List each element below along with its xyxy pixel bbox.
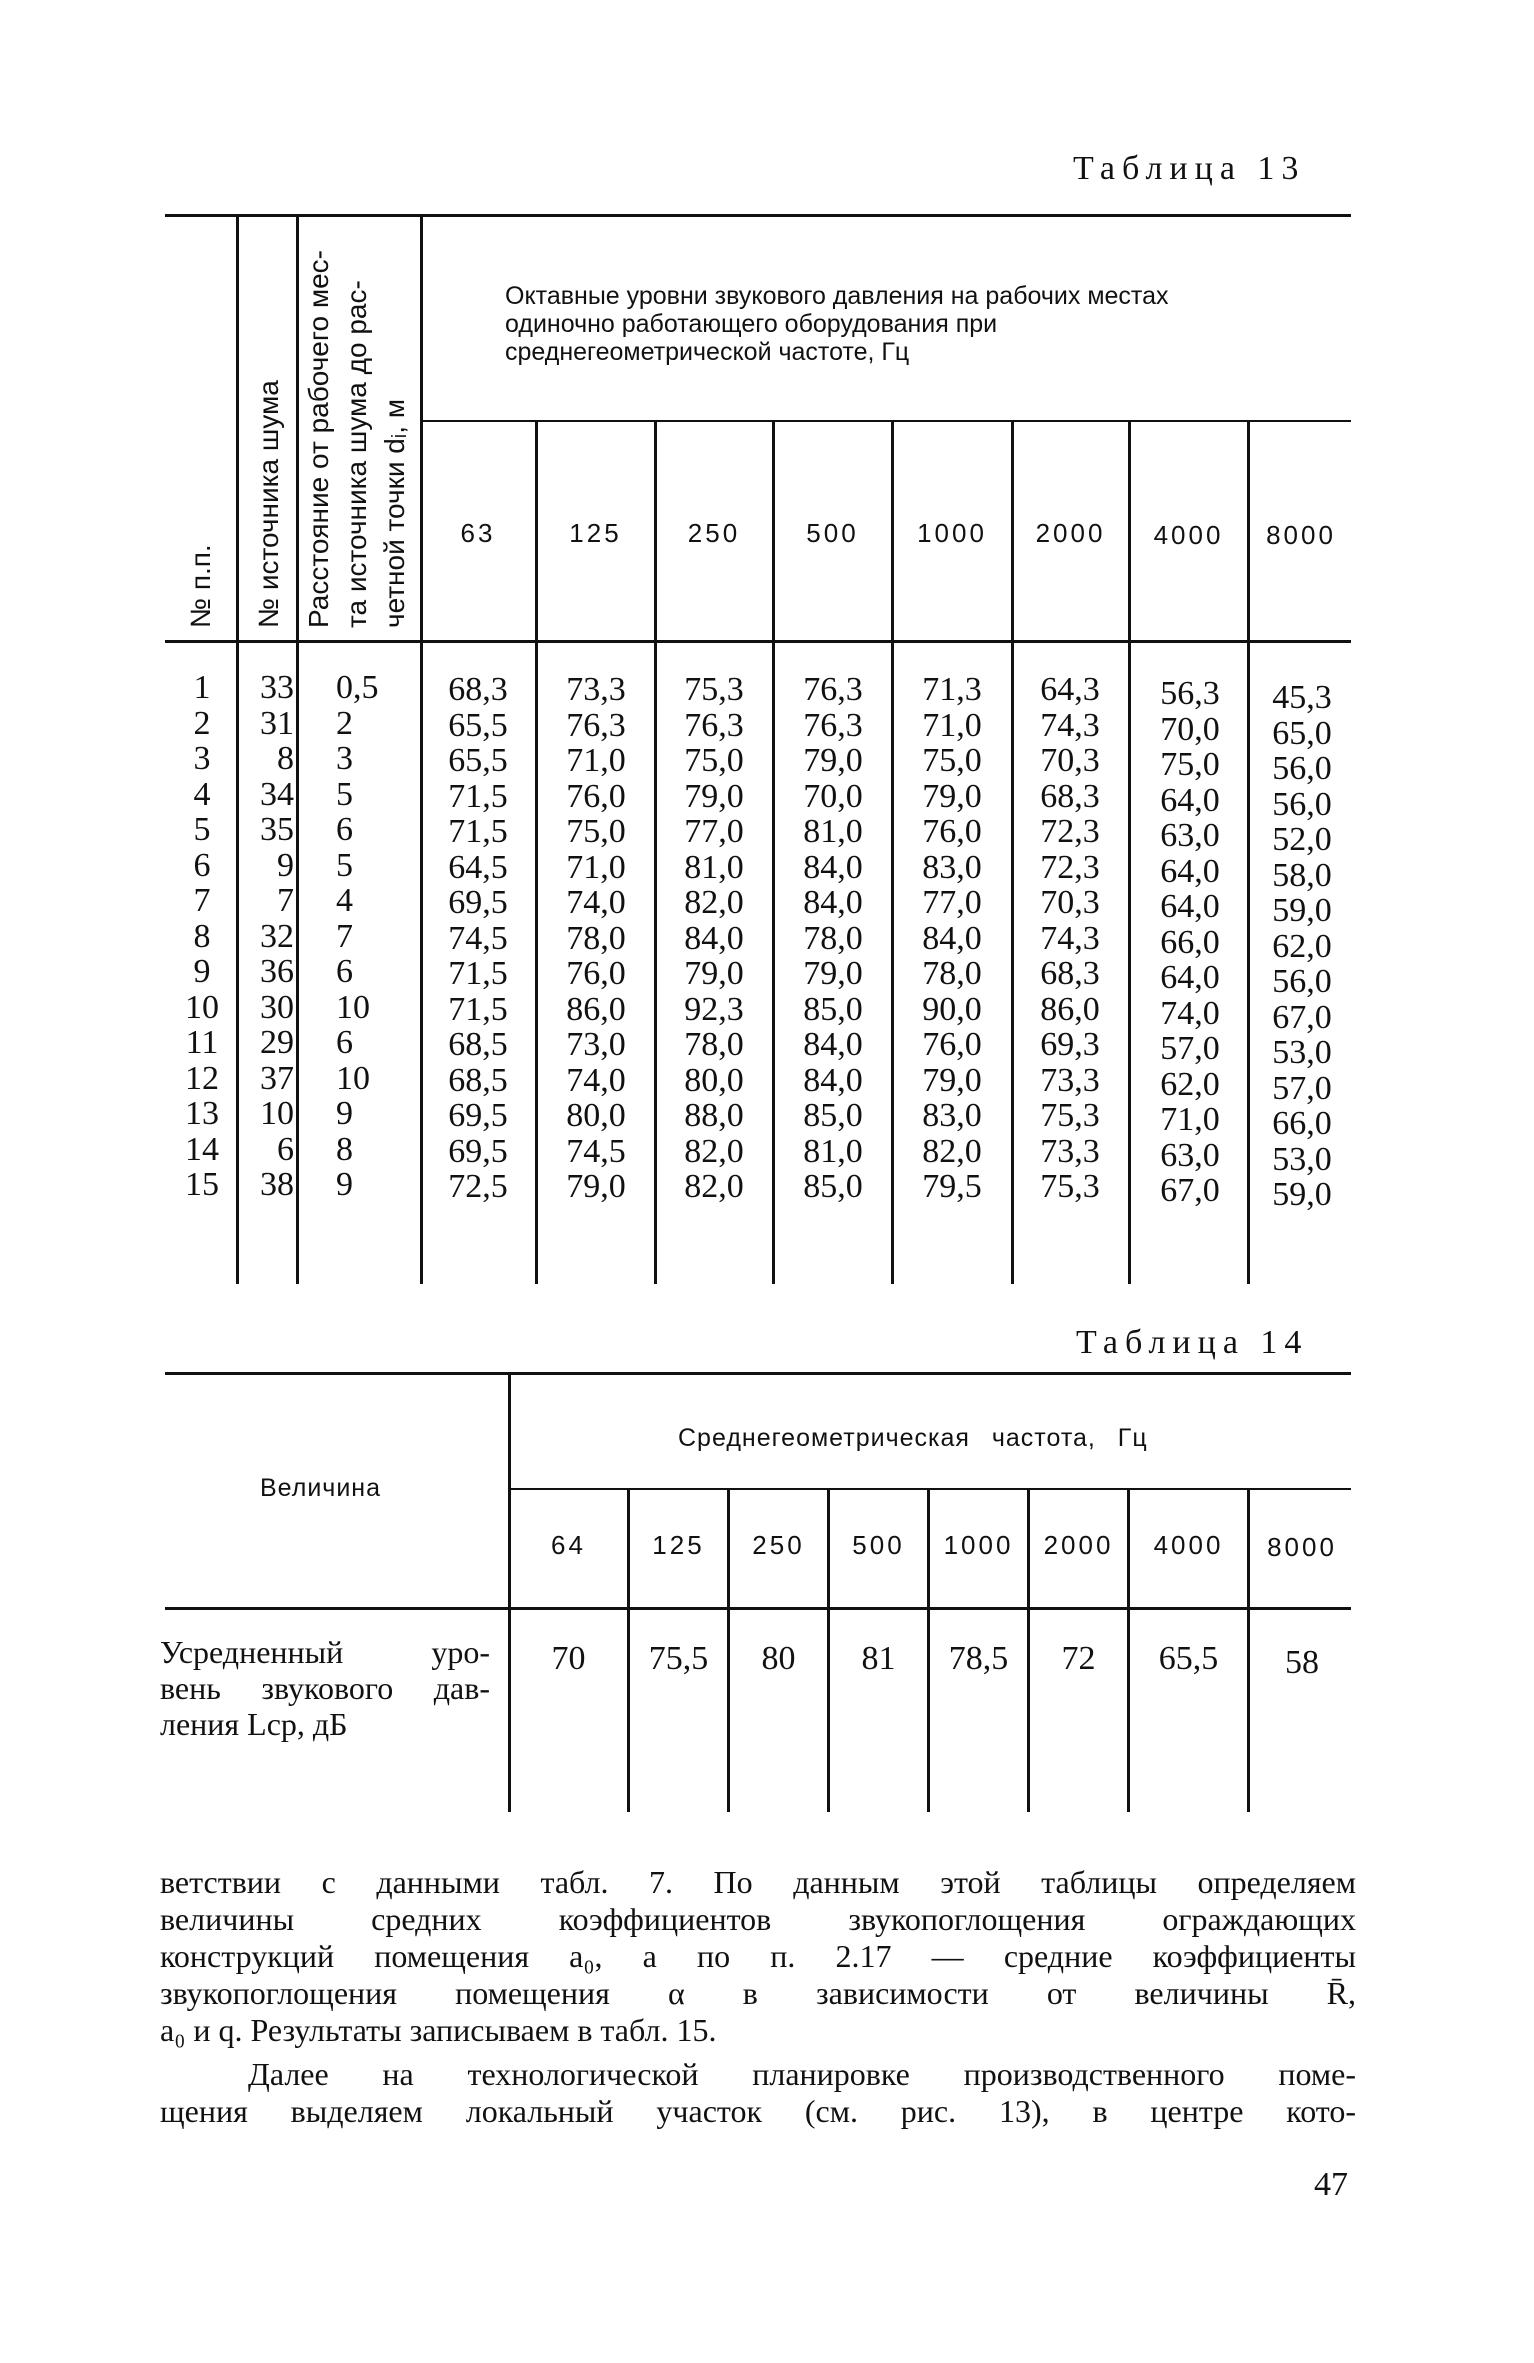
freq-header: 8000 xyxy=(1267,1532,1337,1562)
table13-header-rule xyxy=(165,640,1351,643)
table13-col-divider xyxy=(296,214,299,1284)
row-label-line: ления Lср, дБ xyxy=(160,1706,348,1742)
table14-col-divider xyxy=(508,1372,511,1812)
level-cell: 86,0 xyxy=(1040,990,1100,1028)
level-cell: 69,5 xyxy=(448,1132,508,1170)
column-distance xyxy=(336,670,420,1203)
level-cell: 65,0 xyxy=(1272,714,1332,752)
level-cell: 66,0 xyxy=(1272,1105,1332,1142)
level-cell: 75,0 xyxy=(1160,746,1220,783)
table14-top-rule xyxy=(165,1372,1351,1375)
table14-row-label xyxy=(160,1634,490,1742)
level-cell: 71,0 xyxy=(566,848,626,886)
level-cell: 85,0 xyxy=(803,1168,863,1205)
level-cell: 74,5 xyxy=(566,1132,626,1170)
paragraph-2 xyxy=(160,2056,1356,2130)
header-distance-line2: та источника шума до рас- xyxy=(341,280,372,628)
row-label-line: Усредненный уро- xyxy=(160,1634,490,1670)
level-cell: 79,0 xyxy=(922,777,982,815)
level-cell: 71,5 xyxy=(448,955,508,992)
level-cell: 72,3 xyxy=(1040,848,1100,886)
column-500hz xyxy=(777,672,889,1205)
level-cell: 70,3 xyxy=(1040,742,1100,779)
distance-cell: 7 xyxy=(336,917,353,955)
level-cell: 76,0 xyxy=(922,813,982,850)
level-cell: 67,0 xyxy=(1160,1172,1220,1209)
level-cell: 71,0 xyxy=(1160,1101,1220,1138)
row-number-cell: 8 xyxy=(193,917,211,955)
level-cell: 64,3 xyxy=(1040,671,1100,708)
row-number-cell: 1 xyxy=(193,669,211,706)
level-cell: 75,0 xyxy=(922,742,982,779)
level-cell: 79,0 xyxy=(922,1061,982,1099)
level-cell: 76,3 xyxy=(803,671,863,708)
distance-cell: 5 xyxy=(336,775,353,813)
distance-cell: 9 xyxy=(336,1166,353,1203)
level-cell: 92,3 xyxy=(684,990,744,1028)
level-cell: 75,0 xyxy=(684,742,744,779)
table13-top-rule xyxy=(165,214,1351,217)
level-cell: 74,0 xyxy=(1160,994,1220,1032)
level-cell: 81,0 xyxy=(684,848,744,886)
distance-cell: 4 xyxy=(336,882,353,919)
table13-col-divider xyxy=(535,420,538,1284)
column-63hz xyxy=(422,672,534,1205)
level-cell: 76,3 xyxy=(803,706,863,744)
freq-header: 4000 xyxy=(1153,520,1224,550)
level-cell: 68,3 xyxy=(1040,955,1100,992)
row-number-cell: 7 xyxy=(193,882,211,919)
row-number-cell: 15 xyxy=(185,1166,219,1203)
row-number-cell: 6 xyxy=(193,846,211,884)
level-cell: 68,5 xyxy=(448,1026,508,1063)
level-cell: 75,3 xyxy=(1040,1097,1100,1134)
text-line: щения выделяем локальный участок (см. рис. 13), в центре кото- xyxy=(160,2093,1356,2129)
level-cell: 80,0 xyxy=(566,1097,626,1134)
page-number: 47 xyxy=(1314,2166,1348,2203)
level-cell: 79,0 xyxy=(803,742,863,779)
header-distance-line3: четной точки dᵢ, м xyxy=(379,398,410,628)
column-num xyxy=(170,670,234,1203)
level-cell: 58,0 xyxy=(1272,856,1332,894)
level-cell: 84,0 xyxy=(922,919,982,957)
distance-cell: 10 xyxy=(336,1059,370,1097)
level-cell: 57,0 xyxy=(1160,1030,1220,1067)
level-cell: 81,0 xyxy=(803,813,863,850)
level-cell: 57,0 xyxy=(1272,1069,1332,1107)
source-cell: 33 xyxy=(260,669,294,706)
text-line: звукопоглощения помещения α в зависимости от величины R̄, xyxy=(160,1975,1356,2011)
table14-value: 81 xyxy=(861,1640,896,1677)
level-cell: 80,0 xyxy=(684,1061,744,1099)
level-cell: 85,0 xyxy=(803,990,863,1028)
column-source xyxy=(240,670,294,1203)
level-cell: 79,0 xyxy=(684,777,744,815)
level-cell: 78,0 xyxy=(566,919,626,957)
level-cell: 64,5 xyxy=(448,848,508,886)
level-cell: 53,0 xyxy=(1272,1034,1332,1071)
table14-header-rule xyxy=(165,1607,1351,1610)
level-cell: 52,0 xyxy=(1272,821,1332,858)
level-cell: 62,0 xyxy=(1160,1065,1220,1103)
table14-group-rule xyxy=(510,1488,1351,1490)
level-cell: 62,0 xyxy=(1272,927,1332,965)
header-distance-line1: Расстояние от рабочего мес- xyxy=(303,250,334,628)
level-cell: 77,0 xyxy=(684,813,744,850)
distance-cell: 6 xyxy=(336,953,353,990)
table14-header-value: Величина xyxy=(260,1474,382,1502)
level-cell: 75,3 xyxy=(684,671,744,708)
level-cell: 59,0 xyxy=(1272,892,1332,929)
freq-header: 125 xyxy=(652,1530,705,1560)
level-cell: 64,0 xyxy=(1160,781,1220,819)
freq-header: 64 xyxy=(551,1530,586,1560)
table14-title: Таблица 14 xyxy=(1076,1324,1309,1361)
row-number-cell: 12 xyxy=(185,1059,219,1097)
level-cell: 73,3 xyxy=(1040,1061,1100,1099)
level-cell: 84,0 xyxy=(684,919,744,957)
table14-header-group: Среднегеометрическая частота, Гц xyxy=(678,1424,1148,1452)
level-cell: 84,0 xyxy=(803,1061,863,1099)
source-cell: 8 xyxy=(277,740,294,777)
freq-header: 1000 xyxy=(917,518,987,548)
level-cell: 56,3 xyxy=(1160,675,1220,712)
table13-col-divider xyxy=(654,420,657,1284)
source-cell: 9 xyxy=(277,846,294,884)
row-number-cell: 4 xyxy=(193,775,211,813)
level-cell: 84,0 xyxy=(803,848,863,886)
table13-title: Таблица 13 xyxy=(1073,150,1306,187)
level-cell: 82,0 xyxy=(684,884,744,921)
freq-header: 250 xyxy=(687,518,741,548)
freq-header: 8000 xyxy=(1266,520,1336,550)
source-cell: 7 xyxy=(277,882,294,919)
level-cell: 81,0 xyxy=(803,1132,863,1170)
freq-header: 63 xyxy=(460,518,496,548)
distance-cell: 6 xyxy=(336,811,353,848)
table14-value: 65,5 xyxy=(1158,1640,1219,1677)
column-125hz xyxy=(540,672,652,1205)
level-cell: 70,3 xyxy=(1040,884,1100,921)
row-number-cell: 14 xyxy=(185,1130,219,1168)
distance-cell: 0,5 xyxy=(336,669,379,706)
level-cell: 70,0 xyxy=(1160,710,1220,748)
level-cell: 76,0 xyxy=(566,955,626,992)
text-line: величины средних коэффициентов звукопоглощения ограждающих xyxy=(160,1901,1356,1937)
level-cell: 59,0 xyxy=(1272,1176,1332,1213)
table14-value: 58 xyxy=(1285,1644,1319,1681)
level-cell: 70,0 xyxy=(803,777,863,815)
level-cell: 76,3 xyxy=(684,706,744,744)
table13-group-header: Октавные уровни звукового давления на рабочих местах одиночно работающего оборудования при среднегеометрической частоте, Гц xyxy=(505,282,1169,366)
level-cell: 74,3 xyxy=(1040,706,1100,744)
level-cell: 76,3 xyxy=(566,706,626,744)
source-cell: 34 xyxy=(260,775,294,813)
row-number-cell: 9 xyxy=(193,953,211,990)
row-number-cell: 13 xyxy=(185,1095,219,1132)
source-cell: 10 xyxy=(260,1095,294,1132)
row-number-cell: 5 xyxy=(193,811,211,848)
level-cell: 78,0 xyxy=(922,955,982,992)
source-cell: 29 xyxy=(260,1024,294,1061)
level-cell: 69,5 xyxy=(448,1097,508,1134)
level-cell: 66,0 xyxy=(1160,923,1220,961)
row-number-cell: 10 xyxy=(185,988,219,1026)
level-cell: 68,3 xyxy=(448,671,508,708)
level-cell: 71,5 xyxy=(448,813,508,850)
level-cell: 84,0 xyxy=(803,884,863,921)
level-cell: 64,0 xyxy=(1160,852,1220,890)
row-number-cell: 3 xyxy=(193,740,211,777)
freq-header: 500 xyxy=(806,518,859,548)
level-cell: 79,5 xyxy=(922,1168,982,1205)
table14-value: 72 xyxy=(1061,1640,1096,1677)
row-number-cell: 2 xyxy=(193,704,211,742)
table14-value: 70 xyxy=(551,1640,586,1677)
level-cell: 78,0 xyxy=(803,919,863,957)
level-cell: 68,3 xyxy=(1040,777,1100,815)
source-cell: 36 xyxy=(260,953,294,990)
freq-header: 250 xyxy=(752,1530,805,1560)
level-cell: 83,0 xyxy=(922,848,982,886)
level-cell: 82,0 xyxy=(684,1132,744,1170)
distance-cell: 3 xyxy=(336,740,353,777)
level-cell: 69,3 xyxy=(1040,1026,1100,1063)
level-cell: 76,0 xyxy=(922,1026,982,1063)
table13-col-divider xyxy=(891,420,894,1284)
table13-group-rule xyxy=(420,420,1351,422)
freq-header: 2000 xyxy=(1043,1530,1114,1560)
level-cell: 90,0 xyxy=(922,990,982,1028)
freq-header: 500 xyxy=(852,1530,905,1560)
level-cell: 56,0 xyxy=(1272,785,1332,823)
level-cell: 71,5 xyxy=(448,777,508,815)
level-cell: 64,0 xyxy=(1160,888,1220,925)
table14-value: 80 xyxy=(761,1640,796,1677)
text-line: ветствии с данными табл. 7. По данным этой таблицы определяем xyxy=(160,1864,1356,1900)
level-cell: 82,0 xyxy=(922,1132,982,1170)
table13-col-divider xyxy=(772,420,775,1284)
freq-header: 2000 xyxy=(1035,518,1106,548)
level-cell: 56,0 xyxy=(1272,750,1332,787)
source-cell: 30 xyxy=(260,988,294,1026)
distance-cell: 5 xyxy=(336,846,353,884)
level-cell: 79,0 xyxy=(803,955,863,992)
source-cell: 37 xyxy=(260,1059,294,1097)
level-cell: 86,0 xyxy=(566,990,626,1028)
column-1000hz xyxy=(896,672,1008,1205)
freq-header: 1000 xyxy=(943,1530,1014,1560)
level-cell: 76,0 xyxy=(566,777,626,815)
column-250hz xyxy=(658,672,770,1205)
distance-cell: 2 xyxy=(336,704,353,742)
level-cell: 78,0 xyxy=(684,1026,744,1063)
header-source: № источника шума xyxy=(253,380,284,628)
level-cell: 74,0 xyxy=(566,884,626,921)
freq-header: 125 xyxy=(569,518,622,548)
level-cell: 72,3 xyxy=(1040,813,1100,850)
column-4000hz xyxy=(1134,676,1246,1209)
source-cell: 31 xyxy=(260,704,294,742)
level-cell: 79,0 xyxy=(566,1168,626,1205)
level-cell: 71,3 xyxy=(922,671,982,708)
level-cell: 53,0 xyxy=(1272,1140,1332,1178)
freq-header: 4000 xyxy=(1153,1530,1224,1560)
paragraph-1 xyxy=(160,1864,1356,2049)
text-line: Далее на технологической планировке производственного поме- xyxy=(248,2056,1356,2092)
level-cell: 88,0 xyxy=(684,1097,744,1134)
level-cell: 69,5 xyxy=(448,884,508,921)
level-cell: 74,0 xyxy=(566,1061,626,1099)
level-cell: 84,0 xyxy=(803,1026,863,1063)
level-cell: 56,0 xyxy=(1272,963,1332,1000)
column-8000hz xyxy=(1250,680,1354,1213)
level-cell: 73,3 xyxy=(1040,1132,1100,1170)
level-cell: 64,0 xyxy=(1160,959,1220,996)
table14-value: 78,5 xyxy=(948,1640,1009,1677)
level-cell: 45,3 xyxy=(1272,679,1332,716)
distance-cell: 8 xyxy=(336,1130,353,1168)
level-cell: 67,0 xyxy=(1272,998,1332,1036)
column-2000hz xyxy=(1014,672,1126,1205)
level-cell: 75,3 xyxy=(1040,1168,1100,1205)
level-cell: 74,3 xyxy=(1040,919,1100,957)
text-line: a₀ и q. Результаты записываем в табл. 15. xyxy=(160,2012,717,2048)
level-cell: 79,0 xyxy=(684,955,744,992)
level-cell: 77,0 xyxy=(922,884,982,921)
distance-cell: 6 xyxy=(336,1024,353,1061)
table13-col-divider xyxy=(236,214,239,1284)
source-cell: 6 xyxy=(277,1130,294,1168)
level-cell: 63,0 xyxy=(1160,817,1220,854)
level-cell: 83,0 xyxy=(922,1097,982,1134)
header-num: № п.п. xyxy=(185,544,216,628)
source-cell: 38 xyxy=(260,1166,294,1203)
level-cell: 71,0 xyxy=(922,706,982,744)
table14-value: 75,5 xyxy=(648,1640,709,1677)
row-label-line: вень звукового дав- xyxy=(160,1670,490,1706)
text-line: конструкций помещения a₀, а по п. 2.17 — средние коэффициенты xyxy=(160,1938,1356,1974)
source-cell: 35 xyxy=(260,811,294,848)
level-cell: 73,0 xyxy=(566,1026,626,1063)
level-cell: 72,5 xyxy=(448,1168,508,1205)
level-cell: 71,5 xyxy=(448,990,508,1028)
level-cell: 63,0 xyxy=(1160,1136,1220,1174)
level-cell: 75,0 xyxy=(566,813,626,850)
level-cell: 85,0 xyxy=(803,1097,863,1134)
source-cell: 32 xyxy=(260,917,294,955)
level-cell: 68,5 xyxy=(448,1061,508,1099)
distance-cell: 10 xyxy=(336,988,370,1026)
level-cell: 73,3 xyxy=(566,671,626,708)
row-number-cell: 11 xyxy=(185,1024,219,1061)
level-cell: 65,5 xyxy=(448,706,508,744)
level-cell: 74,5 xyxy=(448,919,508,957)
level-cell: 71,0 xyxy=(566,742,626,779)
level-cell: 82,0 xyxy=(684,1168,744,1205)
level-cell: 65,5 xyxy=(448,742,508,779)
distance-cell: 9 xyxy=(336,1095,353,1132)
